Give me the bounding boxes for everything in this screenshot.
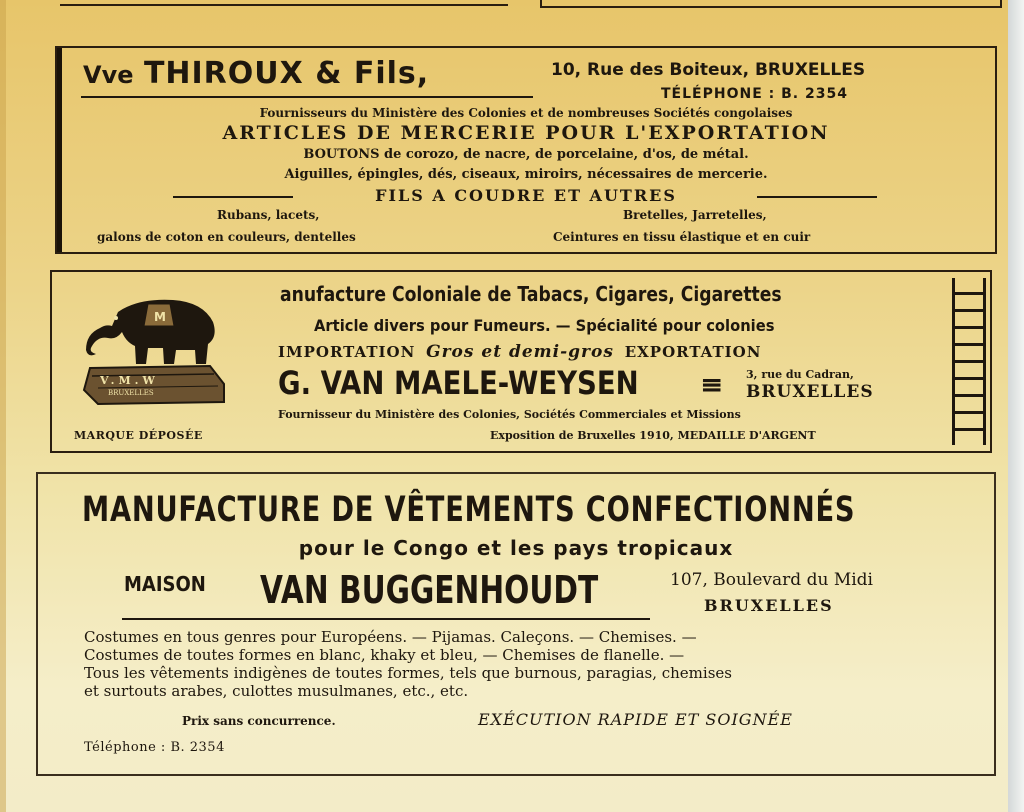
body-text — [84, 628, 732, 700]
exposition-line: Exposition de Bruxelles 1910, MEDAILLE D'ARGENT — [490, 429, 816, 442]
previous-ad-border-right — [540, 0, 1002, 8]
left-col-2: galons de coton en couleurs, dentelles — [97, 230, 356, 244]
buttons-line: BOUTONS de corozo, de nacre, de porcelaine, d'os, de métal. — [303, 147, 749, 162]
address-line-1: 3, rue du Cadran, — [746, 368, 854, 381]
thiroux-advertisement — [55, 46, 997, 254]
page-edge-left — [0, 0, 6, 812]
maison: MAISON — [124, 572, 206, 596]
wholesale: Gros et demi-gros — [426, 342, 614, 362]
firm-underline — [122, 618, 650, 620]
ladder-ornament — [952, 278, 986, 445]
line-import-export — [278, 342, 761, 362]
headline: MANUFACTURE DE VÊTEMENTS CONFECTIONNÉS — [82, 490, 856, 530]
title-underline — [81, 96, 533, 98]
equiv-mark: ≡ — [700, 368, 724, 401]
body-line-4: et surtouts arabes, culottes musulmanes, etc., etc. — [84, 682, 469, 700]
trademark: MARQUE DÉPOSÉE — [74, 429, 203, 442]
execution-line: EXÉCUTION RAPIDE ET SOIGNÉE — [478, 710, 793, 729]
suppliers-line: Fournisseur du Ministère des Colonies, Sociétés Commerciales et Missions — [278, 408, 741, 421]
previous-ad-border-left — [60, 0, 508, 6]
suppliers-line: Fournisseurs du Ministère des Colonies et de nombreuses Sociétés congolaises — [259, 106, 793, 120]
telephone: TÉLÉPHONE : B. 2354 — [661, 86, 848, 102]
telephone: Téléphone : B. 2354 — [84, 740, 225, 755]
needles-line: Aiguilles, épingles, dés, ciseaux, miroirs, nécessaires de mercerie. — [284, 167, 768, 182]
subheadline: pour le Congo et les pays tropicaux — [298, 536, 734, 560]
page-edge-right — [1008, 0, 1024, 812]
line-manufacture: anufacture Coloniale de Tabacs, Cigares, Cigarettes — [280, 282, 782, 306]
logo-letters: V.M.W — [100, 374, 159, 387]
exportation: EXPORTATION — [624, 343, 762, 361]
body-line-2: Costumes de toutes formes en blanc, khaky et bleu, — Chemises de flanelle. — — [84, 646, 685, 664]
left-col-1: Rubans, lacets, — [217, 208, 320, 222]
headline: ARTICLES DE MERCERIE POUR L'EXPORTATION — [222, 122, 830, 144]
firm-title — [83, 56, 429, 91]
importation: IMPORTATION — [278, 343, 416, 361]
right-col-2: Ceintures en tissu élastique et en cuir — [553, 230, 811, 244]
van-buggenhoudt-advertisement — [36, 472, 996, 776]
address-line-1: 107, Boulevard du Midi — [670, 570, 873, 590]
van-maele-advertisement — [50, 270, 992, 453]
svg-text:M: M — [154, 310, 166, 324]
body-line-3: Tous les vêtements indigènes de toutes formes, tels que burnous, paragias, chemises — [84, 664, 732, 682]
firm-name: G. VAN MAELE-WEYSEN — [278, 364, 639, 402]
price-line: Prix sans concurrence. — [182, 714, 336, 728]
elephant-icon — [78, 292, 238, 417]
firm-prefix: Vve — [83, 61, 134, 89]
address-line-2: BRUXELLES — [746, 382, 874, 402]
line-articles: Article divers pour Fumeurs. — Spécialité pour colonies — [314, 316, 775, 335]
body-line-1: Costumes en tous genres pour Européens. — Pijamas. Caleçons. — Chemises. — — [84, 628, 697, 646]
address-line-2: BRUXELLES — [704, 596, 834, 615]
firm-name: THIROUX & Fils, — [143, 56, 430, 91]
logo-small-text: BRUXELLES — [108, 389, 154, 397]
firm-name: VAN BUGGENHOUDT — [260, 568, 599, 612]
threads-line: FILS A COUDRE ET AUTRES — [375, 186, 677, 205]
elephant-logo — [78, 292, 238, 417]
right-col-1: Bretelles, Jarretelles, — [623, 208, 767, 222]
address: 10, Rue des Boiteux, BRUXELLES — [551, 60, 866, 80]
